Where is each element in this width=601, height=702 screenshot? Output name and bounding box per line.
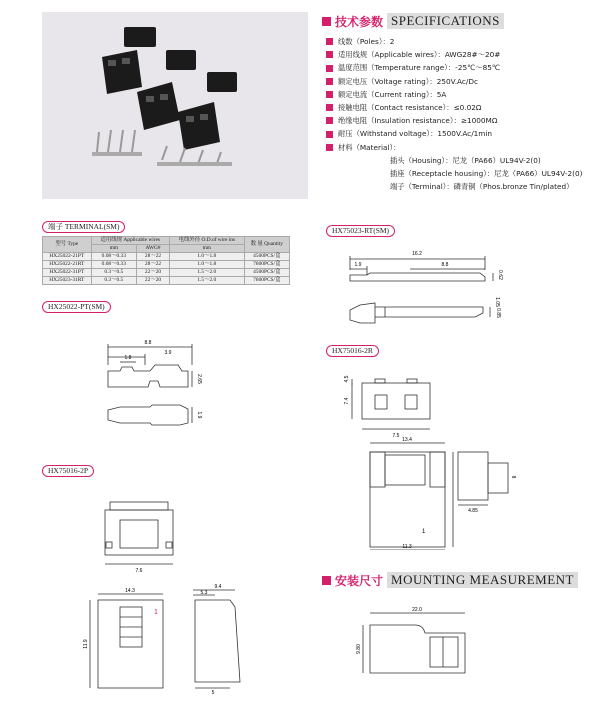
cell: 1.0～1.8 [170, 253, 245, 261]
dim-9-80: 9.80 [356, 644, 362, 654]
dim-7-4: 7.4 [344, 397, 350, 405]
dim-7-6: 7.6 [135, 568, 143, 574]
cell: 4500PCS/盒 [244, 253, 289, 261]
cell: 22～20 [137, 277, 170, 285]
mounting-heading [322, 571, 578, 589]
col-wire-awg: AWG# [137, 245, 170, 253]
drawing-hx75016-2p [80, 492, 280, 697]
label-hx75016-2r: HX75016-2R [326, 345, 379, 357]
table-row [43, 253, 290, 261]
cell: 4500PCS/盒 [244, 269, 289, 277]
spec-item-text: 温度范围（Temperature range）：-25℃～85℃ [338, 63, 501, 73]
dim-1-9: 1.9 [196, 411, 202, 419]
dim-1-8: 1.8 [124, 355, 132, 361]
terminal-table [42, 236, 290, 285]
spec-item [326, 61, 596, 74]
cell: 0.08～0.33 [91, 253, 136, 261]
pin-marker: 1 [154, 609, 158, 616]
spec-item [326, 75, 596, 88]
spec-item [326, 35, 596, 48]
spec-item [326, 48, 596, 61]
spec-title-en: SPECIFICATIONS [387, 13, 504, 29]
dim-14-3: 14.3 [125, 588, 135, 594]
spec-item [326, 88, 596, 101]
drawing-mounting [355, 605, 475, 680]
bullet-icon [326, 117, 333, 124]
dim-9-4: 9.4 [214, 584, 222, 590]
cell: HX25022-21RT [43, 261, 92, 269]
dim-1-9-rt: 1.9 [354, 262, 362, 268]
spec-item-text: 额定电压（Voltage rating）：250V.Ac/Dc [338, 76, 478, 86]
cell: HX25023-31RT [43, 277, 92, 285]
col-qty: 数 量 Quantity [244, 237, 289, 253]
label-hx25022-pt: HX25022-PT(SM) [42, 301, 111, 313]
dim-11-3: 11.3 [402, 544, 412, 550]
bullet-icon [326, 65, 333, 72]
spec-item-text: 适用线规（Applicable wires）：AWG28#～20# [338, 50, 501, 60]
cell: HX25022-21PT [43, 253, 92, 261]
cell: HX25022-31PT [43, 269, 92, 277]
spec-item-text: 耐压（Withstand voltage）：1500V.Ac/1min [338, 129, 493, 139]
material-line: 插座（Receptacle housing）：尼龙（PA66）UL94V-2(0) [390, 169, 583, 179]
dim-22-0: 22.0 [412, 607, 422, 613]
cell: 0.08～0.33 [91, 261, 136, 269]
bullet-icon [326, 144, 333, 151]
heading-square-icon [322, 17, 331, 26]
dim-2-65: 2.65 [196, 374, 202, 384]
cell: 22～20 [137, 269, 170, 277]
dim-13-4: 13.4 [402, 437, 412, 443]
label-hx75016-2p: HX75016-2P [42, 465, 94, 477]
cell: 0.3～0.5 [91, 277, 136, 285]
spec-item [326, 141, 596, 154]
spec-item-text: 线数（Poles）：2 [338, 37, 395, 46]
table-row [43, 277, 290, 285]
col-od-unit: mm [170, 245, 245, 253]
spec-item [326, 127, 596, 140]
cell: 7800PCS/盒 [244, 261, 289, 269]
terminal-table-title: 端子 TERMINAL(SM) [42, 221, 125, 233]
bullet-icon [326, 104, 333, 111]
product-photo [42, 12, 308, 199]
bullet-icon [326, 78, 333, 85]
dim-8: 8 [510, 475, 516, 479]
bullet-icon [326, 38, 333, 45]
bullet-icon [326, 131, 333, 138]
drawing-hx75016-2r [340, 365, 540, 550]
pin-marker: 1 [422, 529, 426, 535]
spec-item-text: 绝缘电阻（Insulation resistance）：≥1000MΩ [338, 116, 498, 126]
dim-4-85: 4.85 [468, 508, 478, 514]
material-line: 端子（Terminal）：磷青铜（Phos.bronze Tin/plated） [390, 182, 574, 192]
col-wire-mm: mm [91, 245, 136, 253]
connector-photo-illustration [42, 12, 308, 199]
table-row [43, 269, 290, 277]
bullet-icon [326, 91, 333, 98]
cell: 1.0～1.8 [170, 261, 245, 269]
dim-11-9: 11.9 [83, 639, 89, 649]
spec-item-text: 材料（Material）： [338, 142, 401, 152]
spec-list [326, 35, 596, 193]
dim-4-5: 4.5 [344, 375, 350, 383]
spec-item [326, 101, 596, 114]
dim-7-5: 7.5 [392, 433, 400, 439]
mounting-title-cn: 安装尺寸 [335, 573, 384, 588]
cell: 0.3～0.5 [91, 269, 136, 277]
cell: 1.5～2.0 [170, 277, 245, 285]
dim-5: 5 [211, 690, 215, 696]
label-hx75023-rt: HX75023-RT(SM) [326, 225, 395, 237]
table-row [43, 261, 290, 269]
col-od: 电线外径 O.D.of wire ins [170, 237, 245, 245]
spec-item-text: 额定电流（Current rating）：5A [338, 89, 447, 99]
bullet-icon [326, 51, 333, 58]
dim-5-3: 5.3 [200, 590, 208, 596]
spec-item-text: 接触电阻（Contact resistance）：≤0.02Ω [338, 103, 482, 113]
specifications-heading [322, 12, 504, 30]
cell: 28～22 [137, 253, 170, 261]
spec-item [326, 114, 596, 127]
dim-0-62: 0.62 [497, 270, 503, 280]
dim-8-8: 8.8 [144, 340, 152, 346]
dim-0-85: 0.85 [495, 308, 501, 318]
col-wires: 适用线规 Applicable wires [91, 237, 169, 245]
cell: 7800PCS/盒 [244, 277, 289, 285]
drawing-hx75023-rt [345, 245, 505, 335]
drawing-hx25022-pt [100, 335, 210, 440]
heading-square-icon [322, 576, 331, 585]
cell: 28～22 [137, 261, 170, 269]
col-type: 型号 Type [43, 237, 92, 253]
mounting-title-en: MOUNTING MEASUREMENT [387, 572, 578, 588]
cell: 1.5～2.0 [170, 269, 245, 277]
dim-16-2: 16.2 [412, 251, 422, 257]
dim-8-8-rt: 8.8 [441, 262, 449, 268]
spec-title-cn: 技术参数 [335, 14, 384, 29]
material-line: 插头（Housing）：尼龙（PA66）UL94V-2(0) [390, 155, 541, 165]
dim-3-9: 3.9 [164, 350, 172, 356]
dim-1-05: 1.05 [494, 297, 500, 307]
